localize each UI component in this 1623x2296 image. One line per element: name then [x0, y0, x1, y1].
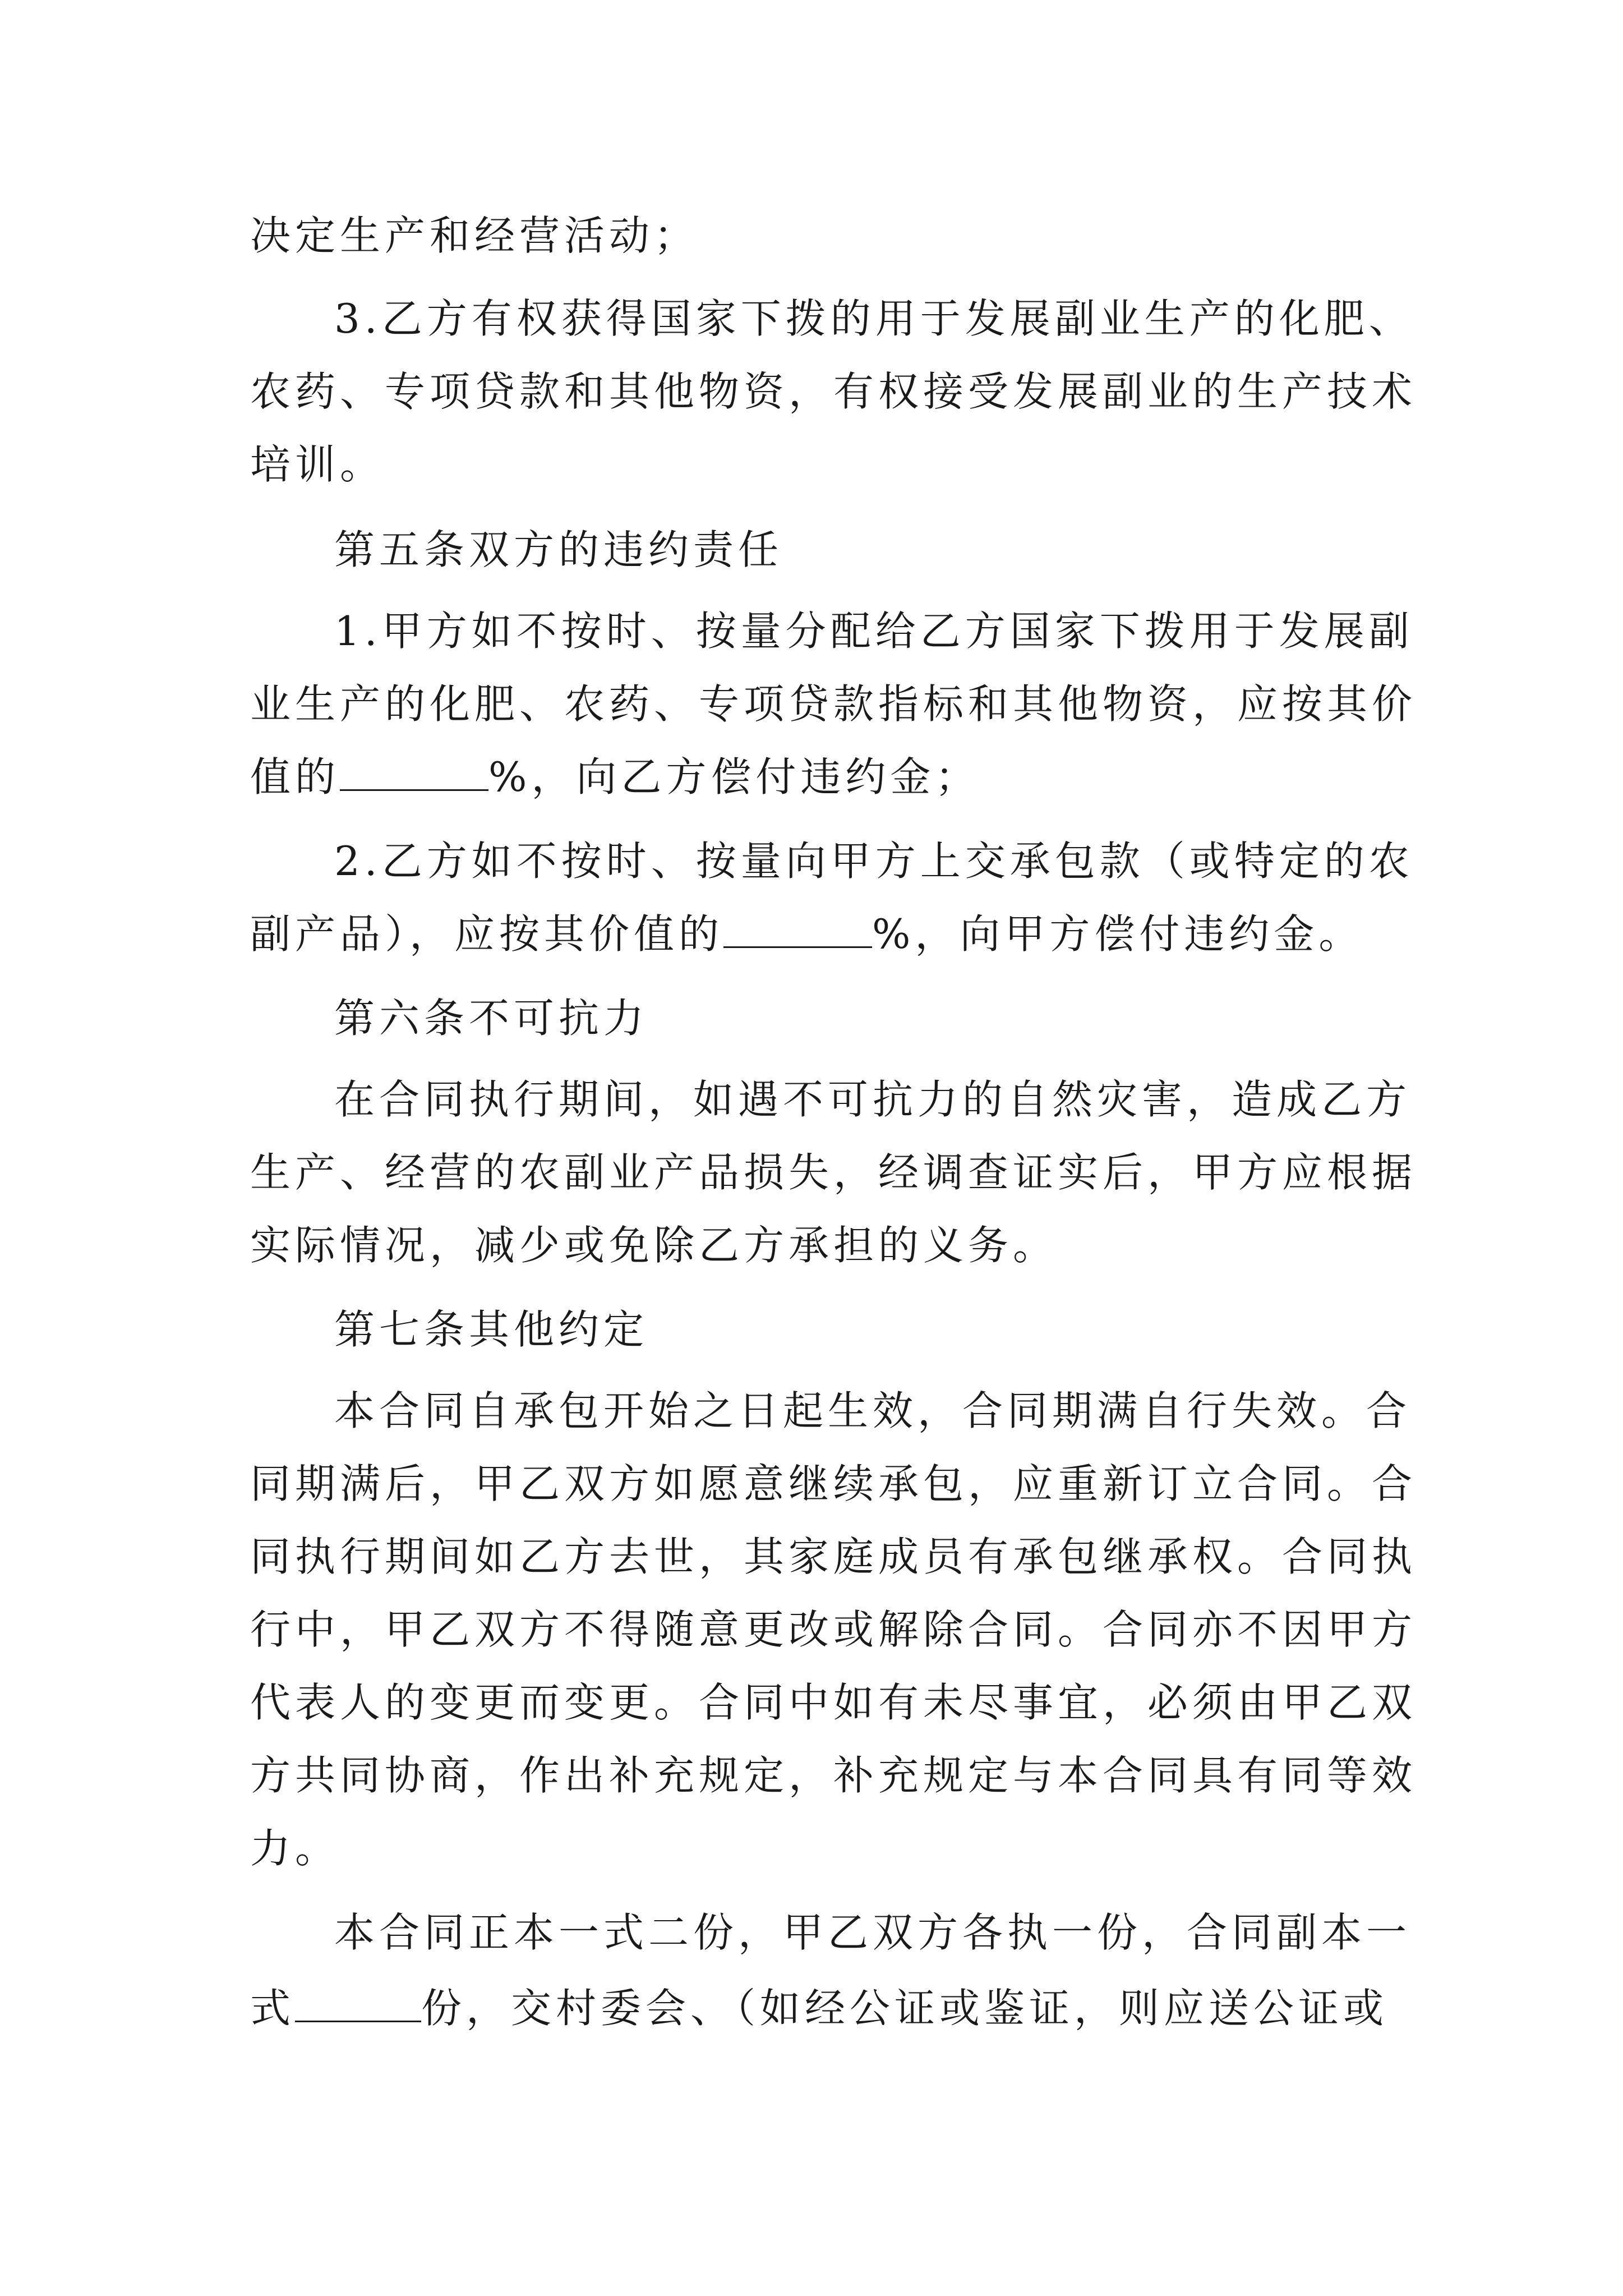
text-line: 培训。	[250, 441, 385, 488]
text-line-with-blank	[250, 906, 1363, 962]
text-line: 实际情况，减少或免除乙方承担的义务。	[250, 1222, 1058, 1269]
text-line: 方共同协商，作出补充规定，补充规定与本合同具有同等效	[250, 1752, 1417, 1799]
fill-in-blank[interactable]	[295, 1986, 421, 2022]
text-line: 代表人的变更而变更。合同中如有未尽事宜，必须由甲乙双	[250, 1679, 1417, 1726]
text-line: 1.甲方如不按时、按量分配给乙方国家下拨用于发展副	[334, 608, 1414, 655]
document-page	[250, 208, 1417, 2171]
text-line-with-blank	[250, 749, 980, 805]
text-segment: %，向甲方偿付违约金。	[872, 910, 1364, 958]
section-heading: 第五条双方的违约责任	[334, 526, 783, 573]
text-line: 农药、专项贷款和其他物资，有权接受发展副业的生产技术	[250, 368, 1417, 415]
section-heading: 第七条其他约定	[334, 1306, 649, 1353]
text-line: 2.乙方如不按时、按量向甲方上交承包款（或特定的农	[334, 838, 1414, 885]
text-line: 本合同正本一式二份，甲乙双方各执一份，合同副本一	[334, 1909, 1412, 1956]
text-line-with-blank	[250, 1980, 1388, 2036]
text-segment: 副产品），应按其价值的	[250, 910, 724, 958]
text-line: 业生产的化肥、农药、专项贷款指标和其他物资，应按其价	[250, 680, 1417, 728]
text-line: 在合同执行期间，如遇不可抗力的自然灾害，造成乙方	[334, 1076, 1412, 1123]
fill-in-blank[interactable]	[723, 912, 872, 948]
text-segment: 份，交村委会、（如经公证或鉴证，则应送公证或	[421, 1985, 1389, 2032]
text-segment: 式	[250, 1985, 296, 2032]
text-line: 生产、经营的农副业产品损失，经调查证实后，甲方应根据	[250, 1149, 1417, 1196]
text-line: 同执行期间如乙方去世，其家庭成员有承包继承权。合同执	[250, 1533, 1417, 1580]
text-line: 同期满后，甲乙双方如愿意继续承包，应重新订立合同。合	[250, 1460, 1417, 1507]
text-segment: 值的	[250, 753, 340, 800]
text-line: 本合同自承包开始之日起生效，合同期满自行失效。合	[334, 1387, 1412, 1434]
text-line: 力。	[250, 1825, 340, 1872]
section-heading: 第六条不可抗力	[334, 995, 649, 1042]
text-line: 决定生产和经营活动；	[250, 212, 699, 259]
fill-in-blank[interactable]	[340, 754, 488, 791]
text-segment: %，向乙方偿付违约金；	[488, 753, 980, 800]
text-line: 3.乙方有权获得国家下拨的用于发展副业生产的化肥、	[334, 295, 1414, 342]
text-line: 行中，甲乙双方不得随意更改或解除合同。合同亦不因甲方	[250, 1606, 1417, 1653]
